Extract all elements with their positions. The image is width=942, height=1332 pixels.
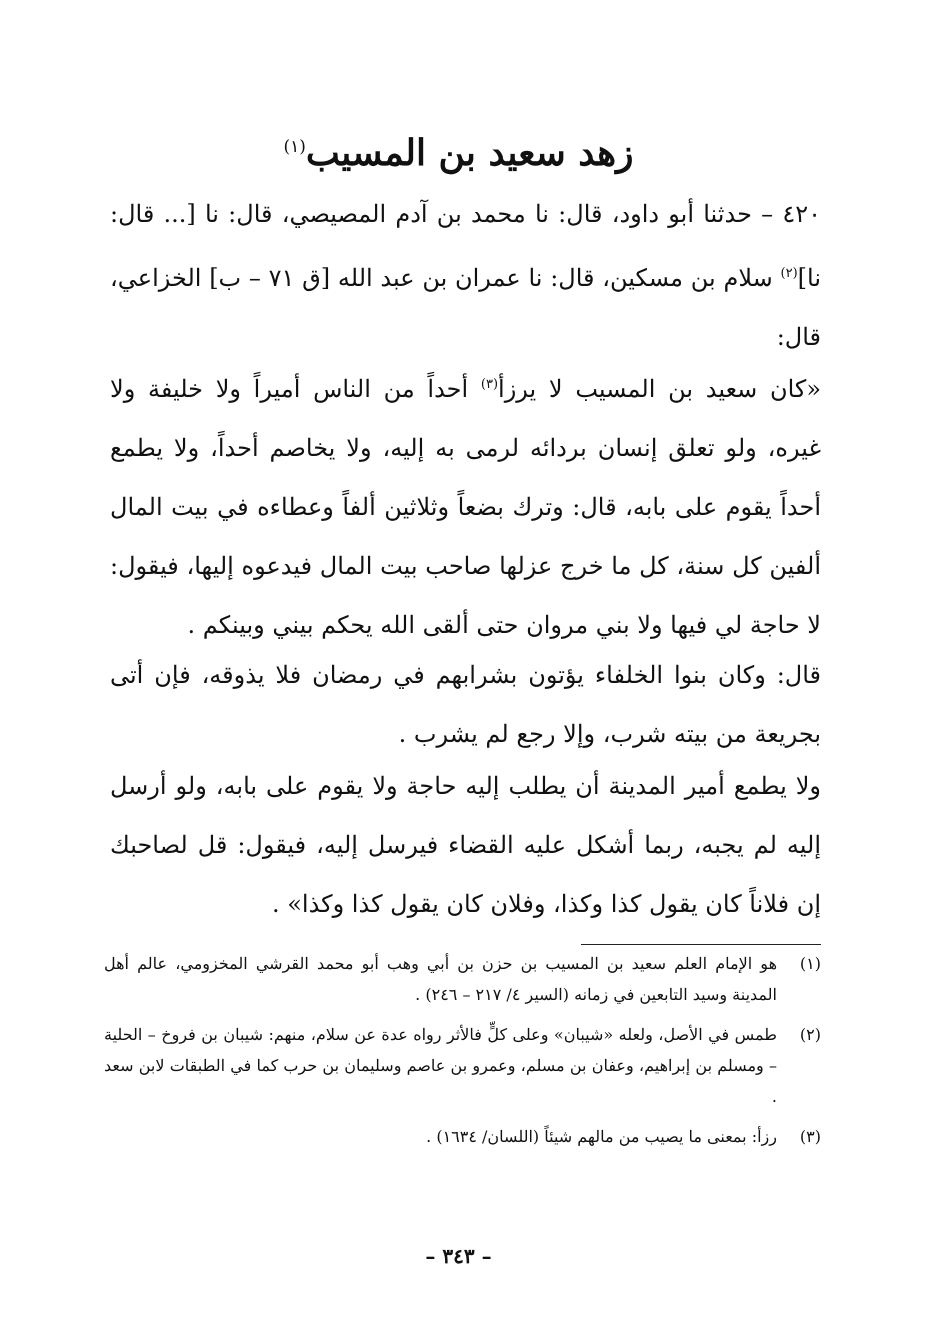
chapter-title-footnote-ref: (١): [283, 137, 306, 158]
footnote-ref-2: (٢): [780, 266, 798, 281]
footnote-2: [104, 1019, 821, 1112]
footnote-number: (١): [799, 954, 821, 973]
isnad-text-part2: سلام بن مسكين، قال: نا عمران بن عبد الله [ق ٧١ – ب] الخزاعي، قال:: [110, 264, 821, 351]
isnad-text-part1: ٤٢٠ – حدثنا أبو داود، قال: نا محمد بن آدم المصيصي، قال: نا [... قال: نا]: [110, 200, 822, 292]
footnote-1: [104, 948, 821, 1010]
book-page: [96, 0, 821, 1332]
matn-text-part1: «كان سعيد بن المسيب لا يرزأ: [498, 375, 822, 403]
footnote-text: هو الإمام العلم سعيد بن المسيب بن حزن بن أبي وهب أبو محمد القرشي المخزومي، عالم أهل المدينة وسيد التابعين في زمانه (السير ٤/ ٢١٧ – ٢٤٦) .: [104, 954, 777, 1004]
footnote-number: (٣): [799, 1127, 821, 1146]
footnote-3: [104, 1121, 821, 1152]
body-paragraph-governor: ولا يطمع أمير المدينة أن يطلب إليه حاجة ولا يقوم على بابه، ولو أرسل إليه لم يجبه، ربما أشكل عليه القضاء فيرسل إليه، فيقول: قل لصاحبك إن فلاناً كان يقول كذا وكذا، وفلان كان يقول كذا وكذا» .: [110, 772, 821, 918]
footnote-text: طمس في الأصل، ولعله «شيبان» وعلى كلٍّ فالأثر رواه عدة عن سلام، منهم: شيبان بن فروخ – الحلية – ومسلم بن إبراهيم، وعفان بن مسلم، وعمرو بن عاصم وسليمان بن حرب كما في الطبقات لابن سعد .: [104, 1025, 778, 1106]
footnote-separator: [581, 944, 821, 945]
footnote-number: (٢): [799, 1025, 821, 1044]
page-number: – ٣٤٣ –: [425, 1244, 492, 1268]
matn-text-part2: أحداً من الناس أميراً ولا خليفة ولا غيره، ولو تعلق إنسان بردائه لرمى به إليه، ولا يخاصم أحداً، ولا يطمع أحداً يقوم على بابه، قال: وترك بضعاً وثلاثين ألفاً وعطاءه في بيت المال ألفين كل سنة، كل ما خرج عزلها صاحب بيت المال فيدعوه إليها، فيقول: لا حاجة لي فيها ولا بني مروان حتى ألقى الله يحكم بيني وبينكم .: [110, 375, 821, 639]
hadith-matn-paragraph: [110, 355, 821, 655]
body-paragraph-caliphs: قال: وكان بنوا الخلفاء يؤتون بشرابهم في رمضان فلا يذوقه، فإن أتى بجريعة من بيته شرب، وإلا رجع لم يشرب .: [110, 661, 821, 748]
footnote-text: رزأ: بمعنى ما يصيب من مالهم شيئاً (اللسان/ ١٦٣٤) .: [426, 1127, 777, 1146]
chapter-title-text: زهد سعيد بن المسيب: [305, 132, 634, 175]
footnote-ref-3: (٣): [480, 377, 499, 392]
footnotes-section: [104, 948, 821, 1161]
chapter-title: [96, 132, 821, 174]
hadith-isnad-paragraph: [110, 185, 821, 367]
